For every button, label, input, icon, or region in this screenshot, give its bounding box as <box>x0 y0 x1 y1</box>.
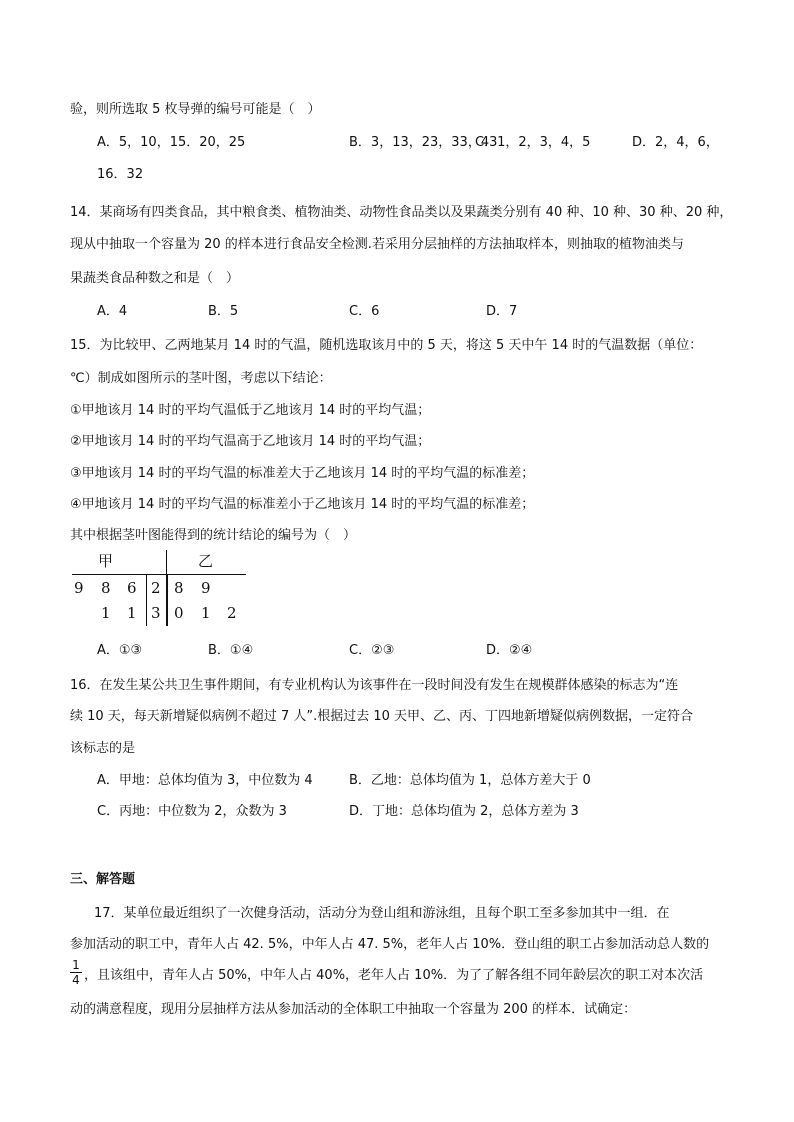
q13-option-c: C．1，2，3，4，5 <box>475 135 591 150</box>
q15-statement-3: ③甲地该月 14 时的平均气温的标准差大于乙地该月 14 时的平均气温的标准差； <box>70 466 535 481</box>
q16-line-2: 续 10 天，每天新增疑似病例不超过 7 人”.根据过去 10 天甲、乙、丙、丁四地新增疑似病例数据，一定符合 <box>70 709 694 724</box>
leaf-left-r1-c3: 6 <box>127 579 137 597</box>
leaf-right-r2-c1: 0 <box>174 604 184 622</box>
q14-option-a: A．4 <box>97 304 128 319</box>
fraction-numerator: 1 <box>70 958 82 973</box>
q17-line-2: 参加活动的职工中，青年人占 42. 5%，中年人占 47. 5%，老年人占 10%．登山组的职工占参加活动总人数的 <box>70 937 710 952</box>
q15-option-b: B．①④ <box>208 643 254 658</box>
q13-stem-tail: 验，则所选取 5 枚导弹的编号可能是（ ） <box>70 102 321 117</box>
leaf-right-r2-c2: 1 <box>201 604 211 622</box>
q15-option-c: C．②③ <box>349 643 395 658</box>
stem-leaf-left-header: 甲 <box>98 552 114 570</box>
q16-option-c: C．丙地：中位数为 2，众数为 3 <box>97 804 287 819</box>
leaf-right-r1-c2: 9 <box>201 579 211 597</box>
q13-option-d: D．2，4，6， <box>632 135 719 150</box>
q17-line-1: 17．某单位最近组织了一次健身活动，活动分为登山组和游泳组，且每个职工至多参加其中一组．在 <box>94 906 670 921</box>
stem-r1: 2 <box>151 579 161 597</box>
q15-line-1: 15．为比较甲、乙两地某月 14 时的气温，随机选取该月中的 5 天，将这 5 天中午 14 时的气温数据（单位： <box>70 338 703 353</box>
q15-statement-2: ②甲地该月 14 时的平均气温高于乙地该月 14 时的平均气温； <box>70 434 431 449</box>
q14-option-b: B．5 <box>208 304 239 319</box>
fraction-denominator: 4 <box>72 973 80 987</box>
q15-line-3: 其中根据茎叶图能得到的统计结论的编号为（ ） <box>70 528 357 543</box>
q16-option-b: B．乙地：总体均值为 1，总体方差大于 0 <box>349 773 591 788</box>
q14-line-1: 14．某商场有四类食品，其中粮食类、植物油类、动物性食品类以及果蔬类分别有 40 种、10 种、30 种、20 种， <box>70 205 733 220</box>
section-title-answers: 三、解答题 <box>70 872 136 887</box>
q15-option-d: D．②④ <box>486 643 533 658</box>
q15-statement-1: ①甲地该月 14 时的平均气温低于乙地该月 14 时的平均气温； <box>70 403 431 418</box>
leaf-right-r2-c3: 2 <box>227 604 237 622</box>
q14-line-2: 现从中抽取一个容量为 20 的样本进行食品安全检测.若采用分层抽样的方法抽取样本，则抽取的植物油类与 <box>70 237 684 252</box>
stem-r2: 3 <box>151 604 161 622</box>
q13-option-d-continued: 16．32 <box>97 167 144 182</box>
q13-option-b: B．3，13，23，33，43 <box>349 135 498 150</box>
stem-leaf-header-rule <box>72 574 246 575</box>
q16-option-a: A．甲地：总体均值为 3，中位数为 4 <box>97 773 313 788</box>
q14-option-d: D．7 <box>486 304 518 319</box>
q14-option-c: C．6 <box>349 304 380 319</box>
stem-leaf-plot <box>70 548 250 628</box>
q15-line-2: ℃）制成如图所示的茎叶图，考虑以下结论： <box>70 371 332 386</box>
q17-line-4: 动的满意程度，现用分层抽样方法从参加活动的全体职工中抽取一个容量为 200 的样本．试确定： <box>70 1002 637 1017</box>
q16-line-1: 16．在发生某公共卫生事件期间，有专业机构认为该事件在一段时间没有发生在规模群体感染的标志为“连 <box>70 678 679 693</box>
stem-leaf-right-header: 乙 <box>198 552 214 570</box>
q14-line-3: 果蔬类食品种数之和是（ ） <box>70 271 240 286</box>
q15-option-a: A．①③ <box>97 643 143 658</box>
leaf-left-r1-c2: 8 <box>101 579 111 597</box>
leaf-left-r2-c2: 1 <box>127 604 137 622</box>
leaf-left-r1-c1: 9 <box>74 579 84 597</box>
leaf-right-r1-c1: 8 <box>174 579 184 597</box>
q16-line-3: 该标志的是 <box>70 741 136 756</box>
q15-statement-4: ④甲地该月 14 时的平均气温的标准差小于乙地该月 14 时的平均气温的标准差； <box>70 497 535 512</box>
q17-line-3: ，且该组中，青年人占 50%，中年人占 40%，老年人占 10%．为了了解各组不同年龄层次的职工对本次活 <box>84 968 704 983</box>
leaf-left-r2-c1: 1 <box>101 604 111 622</box>
q16-option-d: D．丁地：总体均值为 2，总体方差为 3 <box>349 804 579 819</box>
fraction-one-quarter <box>70 958 82 987</box>
stem-leaf-stem-divider-a <box>167 574 168 626</box>
q13-option-a: A．5，10，15．20，25 <box>97 135 246 150</box>
stem-leaf-stem-divider-b <box>146 574 147 626</box>
